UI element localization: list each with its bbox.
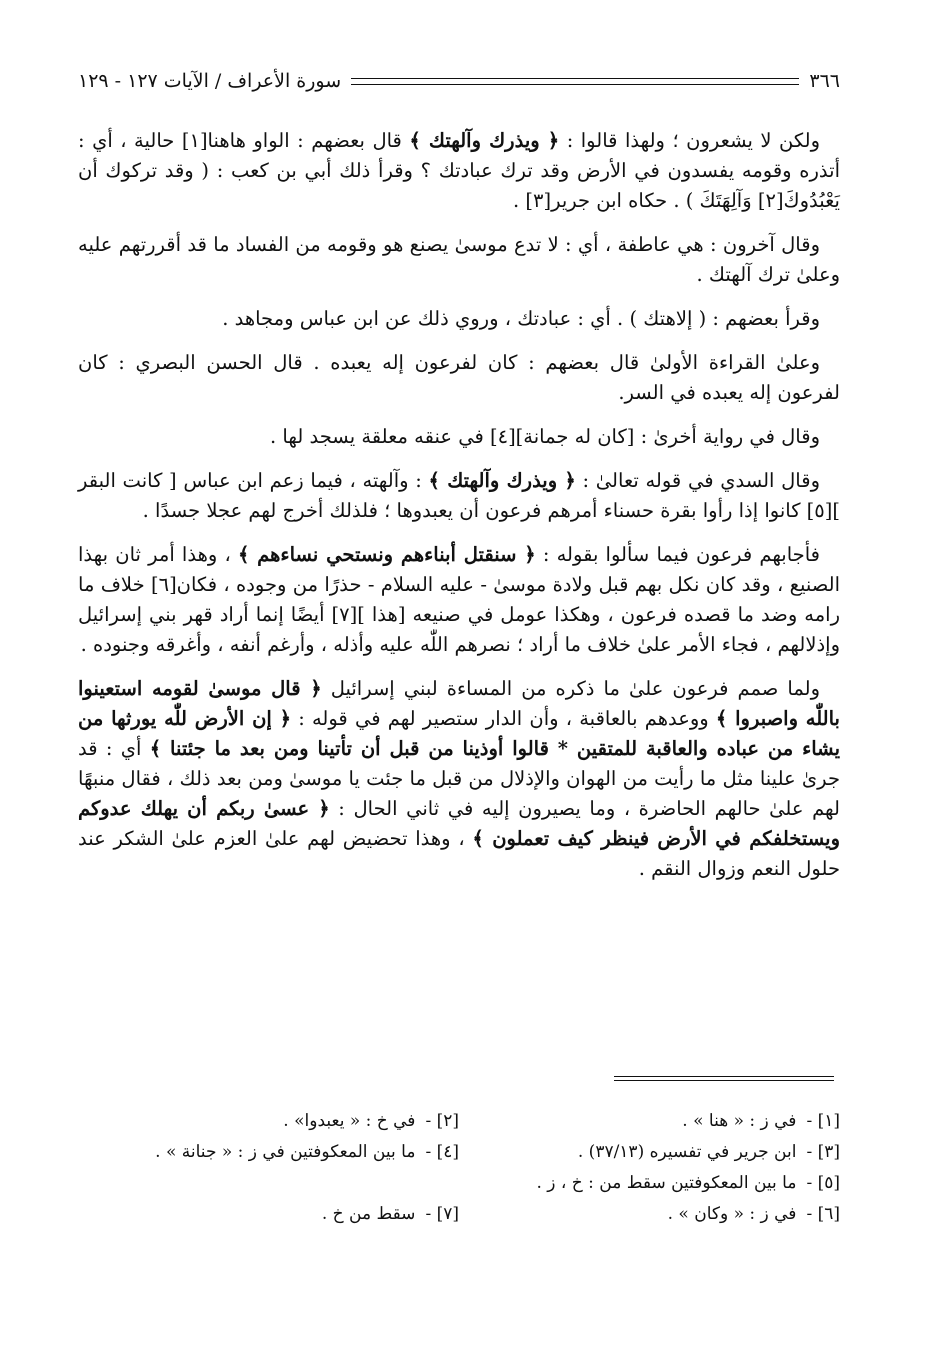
footnote: [459, 1199, 840, 1230]
footnote: [459, 1168, 840, 1199]
text-run: ولكن لا يشعرون ؛ ولهذا قالوا :: [559, 129, 821, 152]
text-run: وقال السدي في قوله تعالىٰ :: [575, 469, 820, 492]
footnote-number: [٧] -: [425, 1204, 459, 1224]
footnote-text: في ز : « وكان » .: [667, 1204, 797, 1224]
paragraph: [78, 674, 840, 884]
footnote-row: [78, 1137, 840, 1168]
footnote-number: [٥] -: [806, 1173, 840, 1193]
quran-verse: ﴿ إن الأرض للّٰه يورثها من يشاء من عباده والعاقبة للمتقين * قالوا أوذينا من قبل أن تأتينا ومن بعد ما جئتنا ﴾: [78, 707, 841, 760]
paragraph: [78, 230, 840, 290]
main-text: [78, 126, 840, 898]
paragraph: [78, 304, 840, 334]
footnote-number: [١] -: [806, 1111, 840, 1131]
footnote-text: ابن جرير في تفسيره (٣٧/١٣) .: [577, 1142, 797, 1162]
footnote: [459, 1106, 840, 1137]
footnote-separator: [614, 1076, 834, 1081]
quran-verse: ﴿ سنقتل أبناءهم ونستحي نساءهم ﴾: [237, 543, 536, 566]
running-header: [78, 64, 840, 98]
text-run: قال بعضهم : الواو هاهنا[١] حالية ، أي : أتذره وقومه يفسدون في الأرض وقد ترك عبادتك ؟ وقرأ ذلك أبي بن كعب : ( وقد تركوك أن يَعْبُدُوكَ[٢] وَآلِهَتَكَ ) . حكاه ابن جرير[٣] .: [78, 129, 840, 212]
footnotes: [78, 1106, 840, 1230]
running-title: سورة الأعراف / الآيات ١٢٧ - ١٢٩: [78, 70, 342, 92]
text-run: أي : قد جرىٰ علينا مثل ما رأيت من الهوان والإذلال من قبل ما جئت يا موسىٰ ومن بعد ذلك ، فقال منبهًا لهم علىٰ حالهم الحاضرة ، وما يصيرون إليه في ثاني الحال :: [78, 737, 840, 820]
footnote: [78, 1199, 459, 1230]
text-run: ، وهذا تحضيض لهم علىٰ العزم علىٰ الشكر عند حلول النعم وزوال النقم .: [78, 827, 840, 880]
footnote-number: [٣] -: [806, 1142, 840, 1162]
text-run: ووعدهم بالعاقبة ، وأن الدار ستصير لهم في قوله :: [291, 707, 716, 730]
quran-verse: ﴿ ويذرك وآلهتك ﴾: [428, 469, 576, 492]
footnote: [78, 1168, 459, 1199]
page-number: ٣٦٦: [809, 70, 840, 92]
text-run: ولما صمم فرعون علىٰ ما ذكره من المساءة لبني إسرائيل: [321, 677, 820, 700]
paragraph: [78, 126, 840, 216]
header-rule: [351, 78, 799, 85]
text-run: وعلىٰ القراءة الأولىٰ قال بعضهم : كان لفرعون إله يعبده . قال الحسن البصري : كان لفرعون إله يعبده في السر.: [78, 351, 840, 404]
footnote-number: [٤] -: [425, 1142, 459, 1162]
quran-verse: ﴿ ويذرك وآلهتك ﴾: [409, 129, 560, 152]
text-run: : وآلهته ، فيما زعم ابن عباس [ كانت البقر ][٥] كانوا إذا رأوا بقرة حسناء أمرهم فرعون أن يعبدوها ؛ فلذلك أخرج لهم عجلا جسدًا .: [78, 469, 840, 522]
quran-verse: ﴿ عسىٰ ربكم أن يهلك عدوكم ويستخلفكم في الأرض فينظر كيف تعملون ﴾: [78, 797, 840, 850]
footnote-row: [78, 1199, 840, 1230]
footnote-number: [٢] -: [425, 1111, 459, 1131]
paragraph: [78, 466, 840, 526]
quran-verse: ﴿ قال موسىٰ لقومه استعينوا باللّٰه واصبروا ﴾: [78, 677, 840, 730]
footnote-text: سقط من خ .: [321, 1204, 416, 1224]
paragraph: [78, 348, 840, 408]
text-run: ، وهذا أمر ثان بهذا الصنيع ، وقد كان نكل بهم قبل ولادة موسىٰ - عليه السلام - حذرًا من وجوده ، فكان[٦] خلاف ما رامه وضد ما قصده فرعون ، وهكذا عومل في صنيعه [هذا ][٧] أيضًا إنما أراد قهر بني إسرائيل وإذلالهم ، فجاء الأمر علىٰ خلاف ما أراد ؛ نصرهم اللّٰه عليه وأذله ، وأرغم أنفه ، وأغرقه وجنوده .: [78, 543, 841, 656]
footnote: [78, 1137, 459, 1168]
footnote-row: [78, 1106, 840, 1137]
footnote-text: ما بين المعكوفتين سقط من : خ ، ز .: [536, 1173, 797, 1193]
text-run: وقال آخرون : هي عاطفة ، أي : لا تدع موسىٰ يصنع هو وقومه من الفساد ما قد أقررتهم عليه وعلىٰ ترك آلهتك .: [78, 233, 840, 286]
text-run: فأجابهم فرعون فيما سألوا بقوله :: [535, 543, 820, 566]
footnote: [78, 1106, 459, 1137]
footnote-text: في خ : « يعبدوا» .: [283, 1111, 416, 1131]
footnote-number: [٦] -: [806, 1204, 840, 1224]
footnote-text: في ز : « هنا » .: [682, 1111, 797, 1131]
text-run: وقرأ بعضهم : ( إلاهتك ) . أي : عبادتك ، وروي ذلك عن ابن عباس ومجاهد .: [222, 307, 820, 330]
text-run: وقال في رواية أخرىٰ : [كان له جمانة][٤] في عنقه معلقة يسجد لها .: [270, 425, 820, 448]
paragraph: [78, 540, 840, 660]
footnote-text: ما بين المعكوفتين في ز : « جنانة » .: [155, 1142, 416, 1162]
paragraph: [78, 422, 840, 452]
footnote: [459, 1137, 840, 1168]
footnote-row: [78, 1168, 840, 1199]
